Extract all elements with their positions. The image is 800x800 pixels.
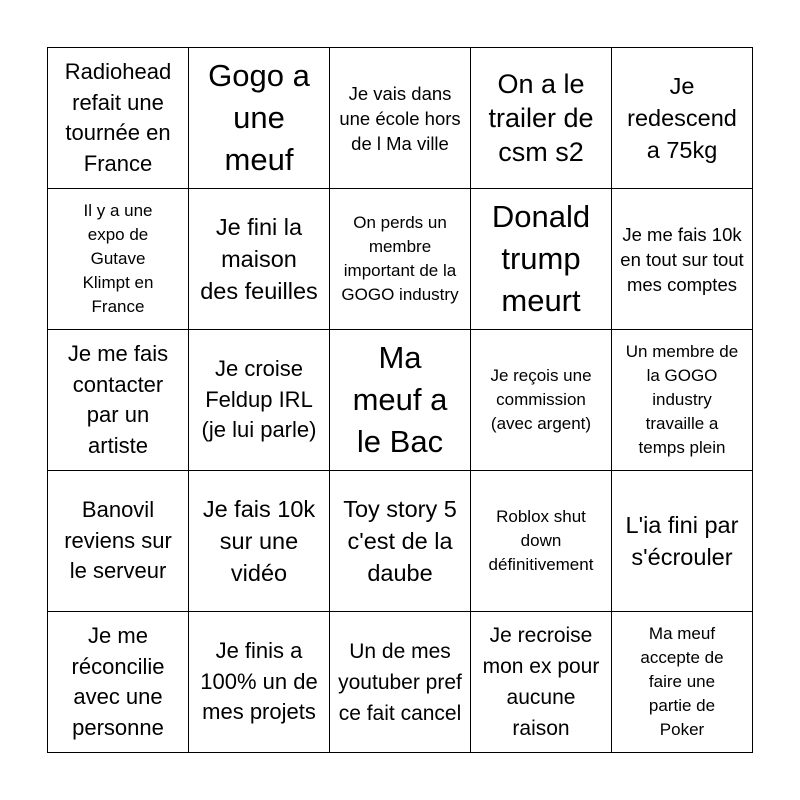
bingo-cell-text: On a le trailer de csm s2 (488, 69, 594, 167)
bingo-cell-text: On perds un membre important de la GOGO industry (341, 213, 459, 304)
bingo-cell-text: Je me réconcilie avec une personne (71, 623, 165, 740)
bingo-cell-17[interactable] (189, 471, 330, 612)
bingo-cell-15[interactable] (612, 330, 753, 471)
bingo-cell-text: Je vais dans une école hors de l Ma ville (339, 82, 461, 154)
bingo-cell-text: Ma meuf accepte de faire une partie de Poker (640, 624, 724, 739)
bingo-cell-20[interactable] (612, 471, 753, 612)
bingo-cell-text: Toy story 5 c'est de la daube (343, 496, 457, 586)
bingo-cell-3[interactable] (330, 48, 471, 189)
bingo-cell-7[interactable] (189, 189, 330, 330)
bingo-cell-4[interactable] (471, 48, 612, 189)
bingo-cell-text: Un membre de la GOGO industry travaille a temps plein (625, 342, 739, 457)
bingo-cell-text: Je me fais 10k en tout sur tout mes comptes (620, 223, 744, 295)
bingo-cell-text: Je me fais contacter par un artiste (67, 341, 169, 458)
bingo-cell-22[interactable] (189, 612, 330, 753)
bingo-cell-2[interactable] (189, 48, 330, 189)
bingo-cell-10[interactable] (612, 189, 753, 330)
bingo-cell-text: Je reçois une commission (avec argent) (490, 366, 592, 433)
bingo-cell-8[interactable] (330, 189, 471, 330)
bingo-cell-text: Gogo a une meuf (208, 58, 310, 177)
bingo-cell-text: Je fais 10k sur une vidéo (202, 496, 316, 586)
bingo-cell-18[interactable] (330, 471, 471, 612)
bingo-cell-14[interactable] (471, 330, 612, 471)
bingo-cell-text: Il y a une expo de Gutave Klimpt en France (82, 201, 154, 316)
bingo-cell-12[interactable] (189, 330, 330, 471)
bingo-cell-text: Je redescend a 75kg (627, 73, 737, 163)
bingo-cell-text: Roblox shut down définitivement (488, 507, 594, 574)
bingo-cell-text: Ma meuf a le Bac (352, 340, 448, 459)
bingo-board (47, 47, 753, 753)
bingo-cell-text: Je croise Feldup IRL (je lui parle) (201, 356, 317, 443)
bingo-cell-25[interactable] (612, 612, 753, 753)
bingo-cell-9[interactable] (471, 189, 612, 330)
bingo-cell-text: Je finis a 100% un de mes projets (200, 638, 318, 725)
bingo-cell-23[interactable] (330, 612, 471, 753)
bingo-cell-text: Banovil reviens sur le serveur (64, 497, 172, 584)
bingo-cell-16[interactable] (48, 471, 189, 612)
bingo-cell-21[interactable] (48, 612, 189, 753)
bingo-cell-text: Un de mes youtuber pref ce fait cancel (338, 639, 462, 725)
bingo-cell-text: Donald trump meurt (491, 199, 591, 318)
bingo-cell-11[interactable] (48, 330, 189, 471)
bingo-cell-text: Radiohead refait une tournée en France (64, 59, 172, 176)
bingo-cell-6[interactable] (48, 189, 189, 330)
bingo-cell-5[interactable] (612, 48, 753, 189)
bingo-cell-19[interactable] (471, 471, 612, 612)
bingo-cell-13[interactable] (330, 330, 471, 471)
bingo-cell-1[interactable] (48, 48, 189, 189)
bingo-cell-text: Je fini la maison des feuilles (200, 214, 318, 304)
bingo-cell-text: L'ia fini par s'écrouler (625, 512, 739, 570)
bingo-cell-text: Je recroise mon ex pour aucune raison (482, 624, 600, 740)
bingo-cell-24[interactable] (471, 612, 612, 753)
